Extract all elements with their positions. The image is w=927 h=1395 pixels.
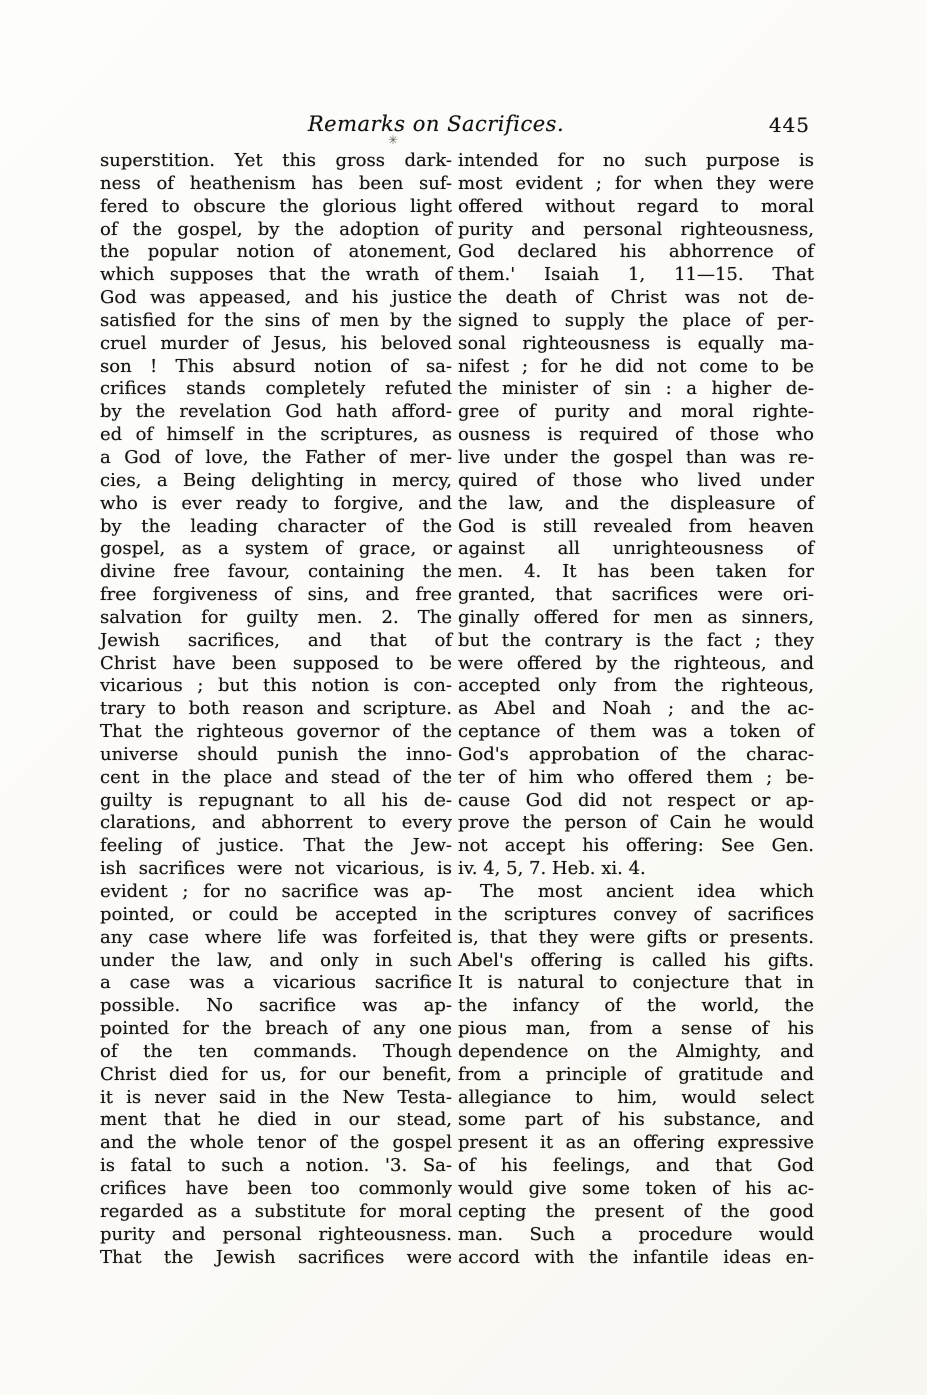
column-left [100,150,452,1269]
text-line: sonal righteousness is equally ma- [458,332,814,354]
text-line: universe should punish the inno- [100,743,452,765]
text-line: the death of Christ was not de- [458,287,814,309]
text-line: by the revelation God hath afford- [100,401,452,423]
text-line: salvation for guilty men. 2. The [100,606,452,628]
text-line: son ! This absurd notion of sa- [100,355,452,377]
text-line: ginally offered for men as sinners, [458,606,814,628]
text-line: of the ten commands. Though [100,1040,452,1062]
text-line: Christ have been supposed to be [100,652,452,674]
text-line: iv. 4, 5, 7. Heb. xi. 4. [458,858,646,880]
text-line: satisfied for the sins of men by the [100,309,452,331]
text-line: It is natural to conjecture that in [458,972,814,994]
text-line: which supposes that the wrath of [100,264,452,286]
text-line: That the Jewish sacrifices were [100,1246,452,1268]
running-head-title: Remarks on Sacrifices. [307,112,565,136]
text-line: regarded as a substitute for moral [100,1200,452,1222]
text-line: divine free favour, containing the [100,561,452,583]
text-line: allegiance to him, would select [458,1086,814,1108]
text-line: ment that he died in our stead, [100,1109,452,1131]
text-line: ceptance of them was a token of [458,721,814,743]
text-line: clarations, and abhorrent to every [100,812,452,834]
text-line: purity and personal righteousness. [100,1223,452,1245]
column-right [458,150,814,1269]
text-line: intended for no such purpose is [458,150,814,171]
text-line: would give some token of his ac- [458,1177,814,1199]
text-line: any case where life was forfeited [100,926,452,948]
text-line: man. Such a procedure would [458,1223,814,1245]
text-line: pointed for the breach of any one [100,1018,452,1040]
text-line: cent in the place and stead of the [100,766,452,788]
text-line: the minister of sin : a higher de- [458,378,814,400]
text-line: possible. No sacrifice was ap- [100,995,452,1017]
text-line: gree of purity and moral righte- [458,401,814,423]
text-line: signed to supply the place of per- [458,309,814,331]
text-line: most evident ; for when they were [458,172,814,194]
text-line: nifest ; for he did not come to be [458,355,814,377]
text-line: the scriptures convey of sacrifices [458,903,814,925]
text-line: against all unrighteousness of [458,538,814,560]
text-line: guilty is repugnant to all his de- [100,789,452,811]
text-line: accord with the infantile ideas en- [458,1246,814,1268]
text-line: cies, a Being delighting in mercy, [100,469,452,491]
text-line: but the contrary is the fact ; they [458,629,814,651]
text-line: Abel's offering is called his gifts. [458,949,814,971]
text-line: granted, that sacrifices were ori- [458,584,814,606]
text-line: is fatal to such a notion. '3. Sa- [100,1155,452,1177]
text-line: feeling of justice. That the Jew- [100,835,452,857]
text-line: ish sacrifices were not vicarious, is [100,858,452,880]
text-line: offered without regard to moral [458,195,814,217]
text-line: cepting the present of the good [458,1200,814,1222]
text-line: the popular notion of atonement, [100,241,452,263]
text-line: trary to both reason and scripture. [100,698,452,720]
text-line: them.' Isaiah 1, 11—15. That [458,264,814,286]
text-line: under the law, and only in such [100,949,452,971]
text-line: accepted only from the righteous, [458,675,814,697]
text-line: men. 4. It has been taken for [458,561,814,583]
text-line: free forgiveness of sins, and free [100,584,452,606]
text-line: not accept his offering: See Gen. [458,835,814,857]
text-line: pointed, or could be accepted in [100,903,452,925]
text-line: it is never said in the New Testa- [100,1086,452,1108]
text-line: present it as an offering expressive [458,1132,814,1154]
text-line: superstition. Yet this gross dark- [100,150,452,171]
text-line: and the whole tenor of the gospel [100,1132,452,1154]
text-line: prove the person of Cain he would [458,812,814,834]
text-line: of the gospel, by the adoption of [100,218,452,240]
text-line: ter of him who offered them ; be- [458,766,814,788]
text-line: The most ancient idea which [480,881,814,902]
text-line: ness of heathenism has been suf- [100,172,452,194]
text-line: Christ died for us, for our benefit, [100,1063,452,1085]
text-line: quired of those who lived under [458,469,814,491]
text-line: God's approbation of the charac- [458,743,814,765]
text-line: as Abel and Noah ; and the ac- [458,698,814,720]
text-line: God was appeased, and his justice [100,287,452,309]
text-line: who is ever ready to forgive, and [100,492,452,514]
text-line: gospel, as a system of grace, or [100,538,452,560]
ornament-icon: ✳ [388,133,399,147]
text-line: cruel murder of Jesus, his beloved [100,332,452,354]
text-line: God is still revealed from heaven [458,515,814,537]
text-line: pious man, from a sense of his [458,1018,814,1040]
text-line: crifices stands completely refuted [100,378,452,400]
text-line: live under the gospel than was re- [458,446,814,468]
text-line: is, that they were gifts or presents. [458,926,814,948]
text-line: vicarious ; but this notion is con- [100,675,452,697]
text-line: by the leading character of the [100,515,452,537]
text-line: purity and personal righteousness, [458,218,814,240]
text-line: crifices have been too commonly [100,1177,452,1199]
text-line: cause God did not respect or ap- [458,789,814,811]
text-line: Jewish sacrifices, and that of [100,629,452,651]
text-line: That the righteous governor of the [100,721,452,743]
page-number: 445 [768,113,810,137]
text-line: fered to obscure the glorious light [100,195,452,217]
text-line: ousness is required of those who [458,424,814,446]
text-line: some part of his substance, and [458,1109,814,1131]
text-line: the infancy of the world, the [458,995,814,1017]
text-line: evident ; for no sacrifice was ap- [100,881,452,902]
text-line: from a principle of gratitude and [458,1063,814,1085]
text-line: the law, and the displeasure of [458,492,814,514]
text-line: a case was a vicarious sacrifice [100,972,452,994]
text-line: of his feelings, and that God [458,1155,814,1177]
text-line: ed of himself in the scriptures, as [100,424,452,446]
text-line: dependence on the Almighty, and [458,1040,814,1062]
text-line: God declared his abhorrence of [458,241,814,263]
text-line: a God of love, the Father of mer- [100,446,452,468]
text-line: were offered by the righteous, and [458,652,814,674]
